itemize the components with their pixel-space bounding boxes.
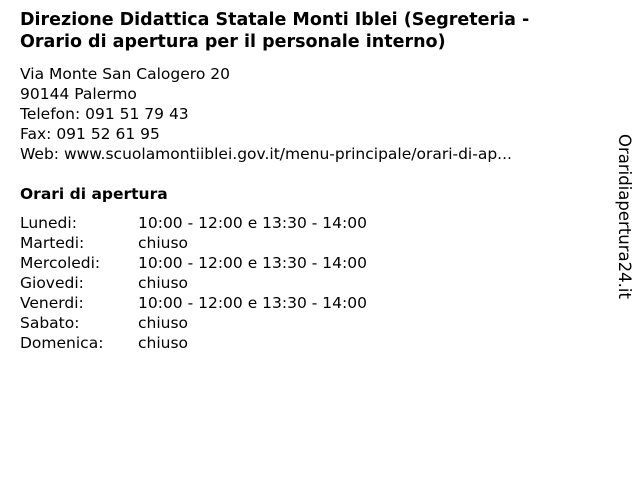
- hours-time: 10:00 - 12:00 e 13:30 - 14:00: [138, 214, 367, 232]
- hours-row-domenica: [20, 333, 367, 353]
- hours-table: [20, 213, 367, 353]
- hours-row-mercoledi: [20, 253, 367, 273]
- hours-day: Venerdi:: [20, 294, 84, 312]
- hours-day: Domenica:: [20, 334, 104, 352]
- title-line-1: Direzione Didattica Statale Monti Iblei (Segreteria -: [20, 10, 530, 30]
- hours-time: 10:00 - 12:00 e 13:30 - 14:00: [138, 254, 367, 272]
- fax-number: Fax: 091 52 61 95: [20, 125, 160, 143]
- hours-day: Mercoledi:: [20, 254, 101, 272]
- hours-time: chiuso: [138, 334, 189, 352]
- hours-day: Martedi:: [20, 234, 85, 252]
- page-title: [20, 9, 620, 53]
- hours-day: Giovedi:: [20, 274, 84, 292]
- hours-row-venerdi: [20, 293, 367, 313]
- hours-row-martedi: [20, 233, 367, 253]
- contact-block: [20, 64, 512, 164]
- hours-row-lunedi: [20, 213, 367, 233]
- hours-time: chiuso: [138, 274, 189, 292]
- hours-heading: Orari di apertura: [20, 185, 168, 203]
- hours-time: 10:00 - 12:00 e 13:30 - 14:00: [138, 294, 367, 312]
- site-watermark: Oraridiapertura24.it: [615, 134, 634, 299]
- hours-row-giovedi: [20, 273, 367, 293]
- street-address: Via Monte San Calogero 20: [20, 65, 230, 83]
- hours-time: chiuso: [138, 314, 189, 332]
- hours-row-sabato: [20, 313, 367, 333]
- hours-time: chiuso: [138, 234, 189, 252]
- website-link[interactable]: Web: www.scuolamontiiblei.gov.it/menu-principale/orari-di-ap...: [20, 145, 512, 163]
- hours-day: Lunedi:: [20, 214, 77, 232]
- city-postal: 90144 Palermo: [20, 85, 137, 103]
- title-line-2: Orario di apertura per il personale interno): [20, 32, 446, 52]
- phone-number: Telefon: 091 51 79 43: [20, 105, 189, 123]
- hours-day: Sabato:: [20, 314, 80, 332]
